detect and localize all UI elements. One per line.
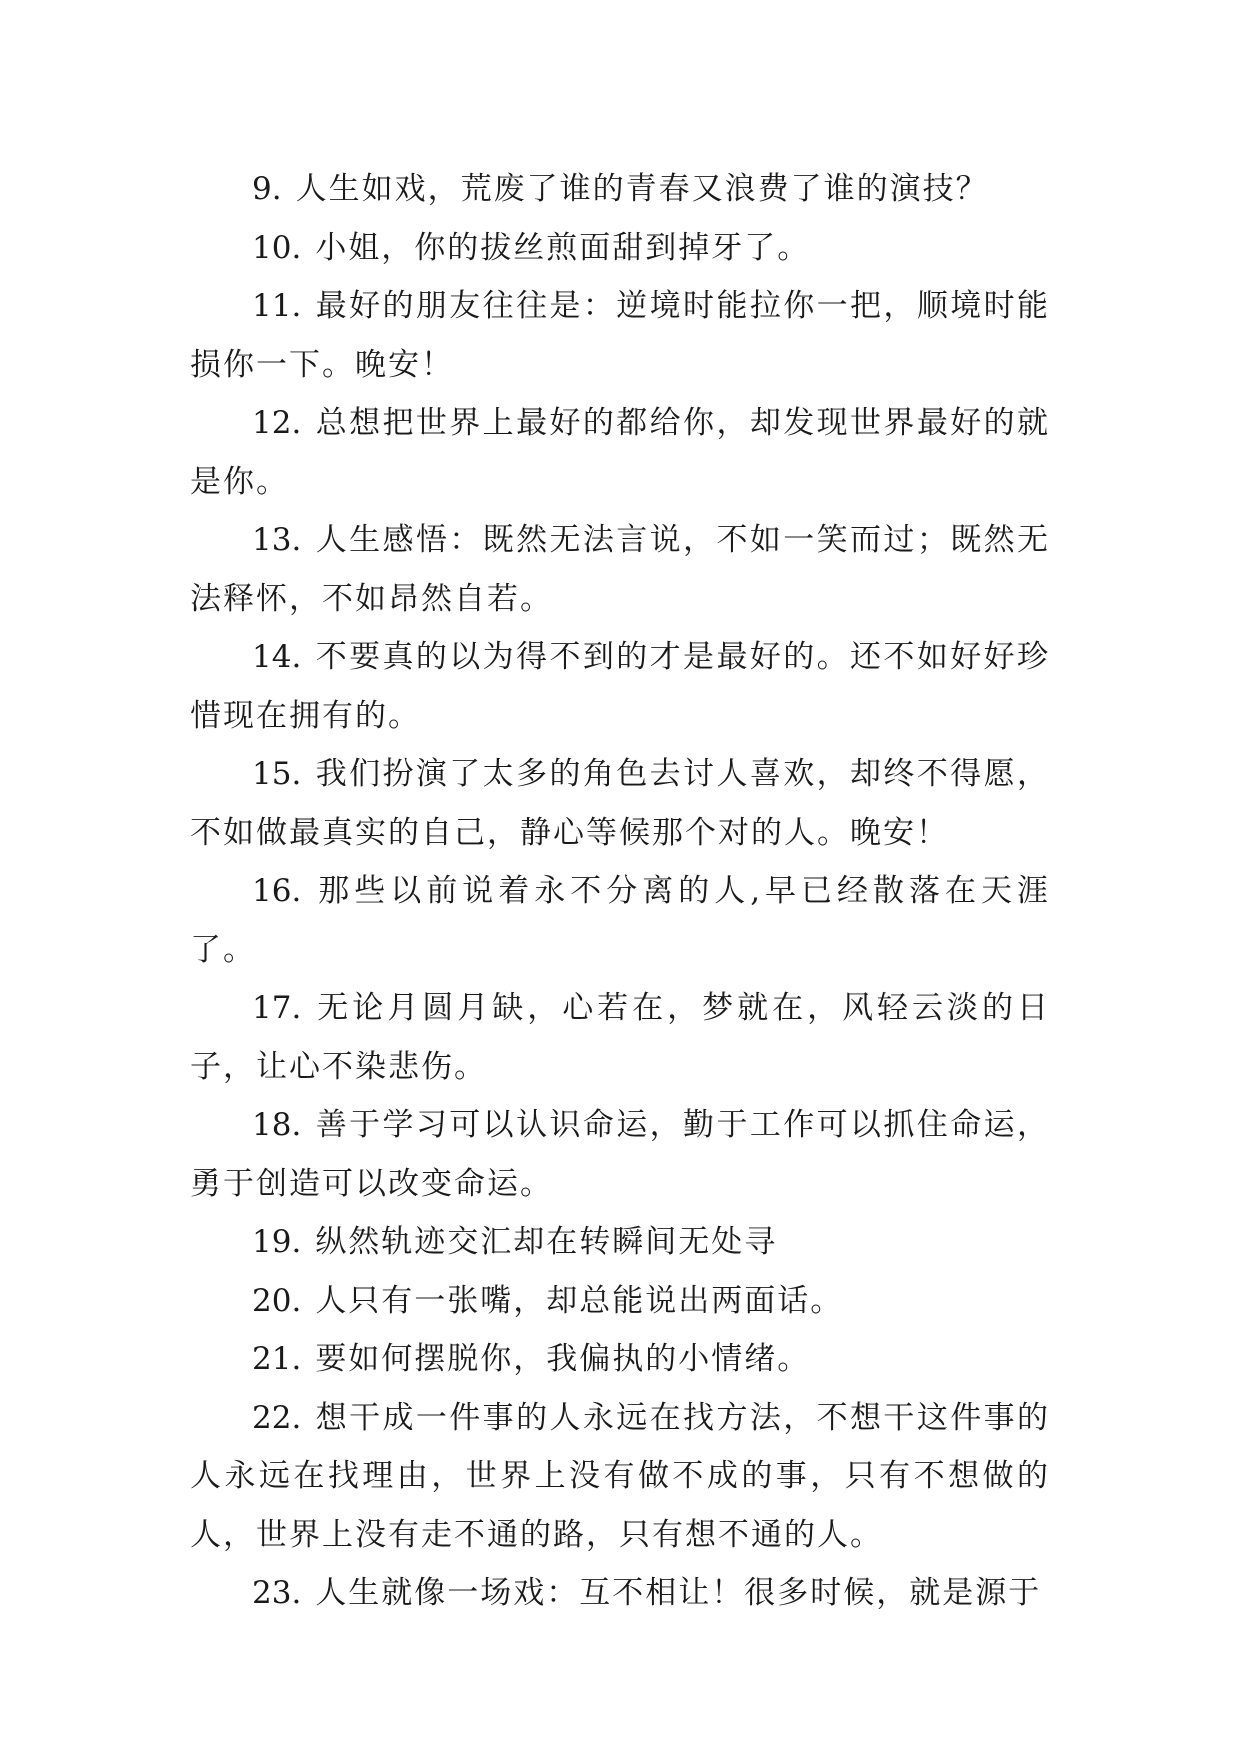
- list-item: [190, 1330, 1050, 1389]
- item-text: 总想把世界上最好的都给你，却发现世界最好的就是你。: [190, 405, 1050, 500]
- list-item: [190, 1213, 1050, 1272]
- item-number: 23.: [252, 1575, 302, 1611]
- list-item: [190, 745, 1050, 862]
- item-text: 要如何摆脱你，我偏执的小情绪。: [315, 1341, 811, 1377]
- item-number: 15.: [252, 756, 302, 792]
- item-number: 22.: [252, 1399, 302, 1436]
- list-item: [190, 511, 1050, 628]
- item-number: 10.: [252, 229, 302, 266]
- list-item: [190, 979, 1050, 1096]
- list-item: [190, 1096, 1050, 1213]
- item-number: 11.: [252, 288, 302, 324]
- item-text: 人生如戏，荒废了谁的青春又浪费了谁的演技？: [295, 171, 989, 207]
- item-text: 我们扮演了太多的角色去讨人喜欢，却终不得愿，不如做最真实的自己，静心等候那个对的人。晚安！: [190, 756, 1050, 851]
- item-number: 12.: [252, 405, 302, 441]
- item-number: 9.: [252, 171, 282, 207]
- item-text: 人只有一张嘴，却总能说出两面话。: [315, 1282, 844, 1319]
- list-item: [190, 862, 1050, 979]
- item-number: 17.: [252, 990, 302, 1026]
- list-item: [190, 394, 1050, 511]
- item-text: 最好的朋友往往是：逆境时能拉你一把，顺境时能损你一下。晚安！: [190, 288, 1050, 383]
- list-item: [190, 1389, 1050, 1565]
- item-text: 纵然轨迹交汇却在转瞬间无处寻: [315, 1224, 778, 1260]
- item-number: 18.: [252, 1107, 302, 1143]
- list-item: [190, 628, 1050, 745]
- item-text: 人生就像一场戏：互不相让！很多时候，就是源于: [315, 1575, 1042, 1611]
- item-number: 13.: [252, 522, 302, 558]
- item-text: 无论月圆月缺，心若在，梦就在，风轻云淡的日子，让心不染悲伤。: [190, 990, 1050, 1085]
- item-text: 善于学习可以认识命运，勤于工作可以抓住命运，勇于创造可以改变命运。: [190, 1107, 1050, 1202]
- item-number: 14.: [252, 639, 302, 675]
- document-body: [190, 160, 1050, 1623]
- item-text: 人生感悟：既然无法言说，不如一笑而过；既然无法释怀，不如昂然自若。: [190, 522, 1050, 617]
- list-item: [190, 1564, 1050, 1623]
- item-number: 21.: [252, 1341, 302, 1377]
- list-item: [190, 1272, 1050, 1331]
- item-text: 想干成一件事的人永远在找方法，不想干这件事的人永远在找理由，世界上没有做不成的事，只有不想做的人，世界上没有走不通的路，只有想不通的人。: [190, 1399, 1050, 1553]
- item-number: 16.: [252, 873, 302, 909]
- list-item: [190, 160, 1050, 219]
- item-text: 小姐，你的拔丝煎面甜到掉牙了。: [315, 229, 811, 266]
- item-number: 19.: [252, 1224, 302, 1260]
- list-item: [190, 219, 1050, 278]
- item-text: 那些以前说着永不分离的人,早已经散落在天涯了。: [190, 873, 1050, 968]
- list-item: [190, 277, 1050, 394]
- item-text: 不要真的以为得不到的才是最好的。还不如好好珍惜现在拥有的。: [190, 639, 1050, 734]
- item-number: 20.: [252, 1282, 302, 1319]
